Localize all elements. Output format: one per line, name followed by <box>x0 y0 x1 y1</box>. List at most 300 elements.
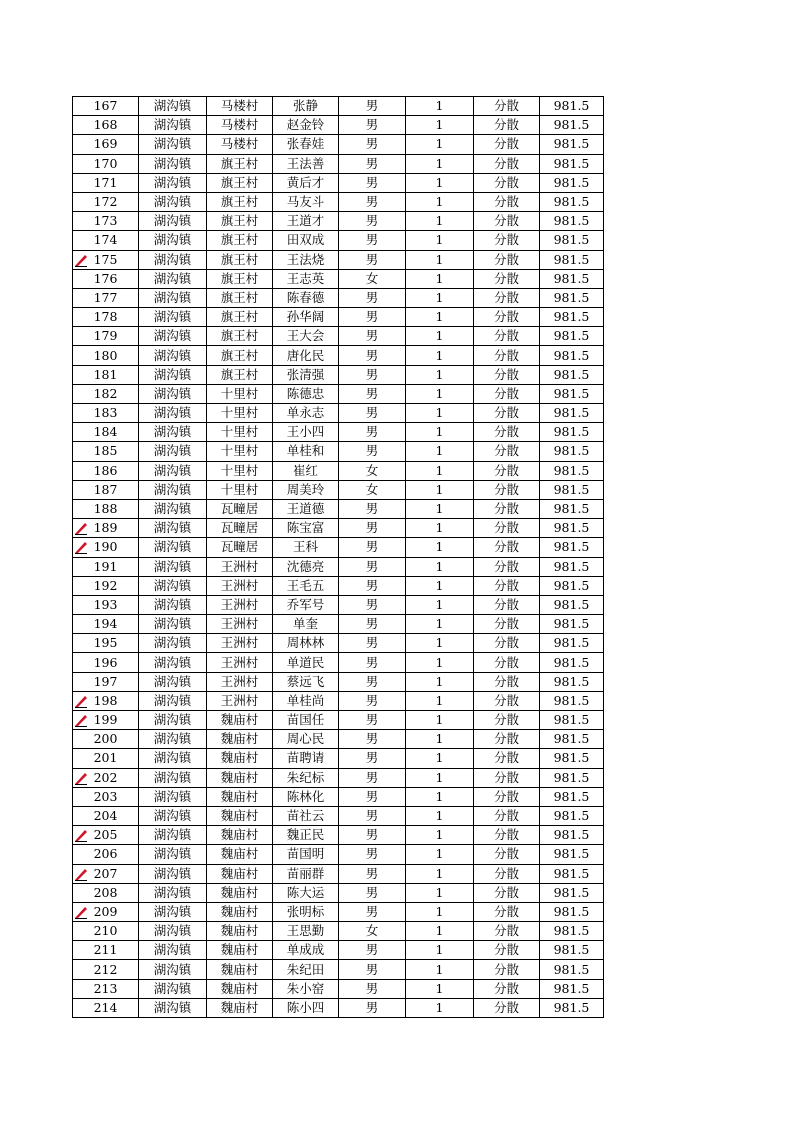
cell-name: 王科 <box>273 538 339 557</box>
cell-type: 分散 <box>474 653 540 672</box>
cell-count: 1 <box>406 711 474 730</box>
cell-type: 分散 <box>474 979 540 998</box>
cell-gender: 男 <box>339 135 406 154</box>
cell-town: 湖沟镇 <box>139 423 207 442</box>
table-row <box>73 768 604 787</box>
cell-no: 174 <box>73 231 139 250</box>
cell-count: 1 <box>406 461 474 480</box>
cell-name: 王志英 <box>273 269 339 288</box>
cell-no: 202 <box>73 768 139 787</box>
cell-name: 周美玲 <box>273 480 339 499</box>
cell-town: 湖沟镇 <box>139 576 207 595</box>
table-row <box>73 327 604 346</box>
cell-name: 魏正民 <box>273 826 339 845</box>
cell-village: 魏庙村 <box>207 960 273 979</box>
cell-no: 190 <box>73 538 139 557</box>
table-row <box>73 979 604 998</box>
table-row <box>73 538 604 557</box>
table-row <box>73 883 604 902</box>
cell-town: 湖沟镇 <box>139 192 207 211</box>
cell-name: 单桂尚 <box>273 691 339 710</box>
cell-village: 旗王村 <box>207 173 273 192</box>
cell-name: 单成成 <box>273 941 339 960</box>
cell-type: 分散 <box>474 480 540 499</box>
cell-name: 王小四 <box>273 423 339 442</box>
cell-town: 湖沟镇 <box>139 250 207 269</box>
cell-village: 旗王村 <box>207 231 273 250</box>
cell-village: 魏庙村 <box>207 864 273 883</box>
comment-marker-icon[interactable] <box>74 694 88 708</box>
cell-name: 陈小四 <box>273 998 339 1017</box>
cell-type: 分散 <box>474 806 540 825</box>
cell-type: 分散 <box>474 691 540 710</box>
cell-no: 210 <box>73 922 139 941</box>
cell-type: 分散 <box>474 711 540 730</box>
cell-type: 分散 <box>474 595 540 614</box>
cell-type: 分散 <box>474 154 540 173</box>
cell-amount: 981.5 <box>540 615 604 634</box>
cell-count: 1 <box>406 826 474 845</box>
cell-village: 魏庙村 <box>207 922 273 941</box>
comment-marker-icon[interactable] <box>74 905 88 919</box>
cell-no: 173 <box>73 212 139 231</box>
cell-amount: 981.5 <box>540 979 604 998</box>
cell-count: 1 <box>406 883 474 902</box>
cell-no: 188 <box>73 499 139 518</box>
cell-type: 分散 <box>474 288 540 307</box>
comment-marker-icon[interactable] <box>74 771 88 785</box>
cell-amount: 981.5 <box>540 806 604 825</box>
cell-name: 王毛五 <box>273 576 339 595</box>
cell-gender: 男 <box>339 711 406 730</box>
table-row <box>73 404 604 423</box>
cell-no: 191 <box>73 557 139 576</box>
cell-name: 王思勤 <box>273 922 339 941</box>
cell-count: 1 <box>406 979 474 998</box>
cell-name: 王道德 <box>273 499 339 518</box>
comment-marker-icon[interactable] <box>74 253 88 267</box>
cell-gender: 男 <box>339 883 406 902</box>
cell-name: 陈德忠 <box>273 384 339 403</box>
cell-no: 214 <box>73 998 139 1017</box>
cell-no: 170 <box>73 154 139 173</box>
cell-amount: 981.5 <box>540 576 604 595</box>
cell-no: 180 <box>73 346 139 365</box>
cell-type: 分散 <box>474 499 540 518</box>
cell-gender: 男 <box>339 384 406 403</box>
cell-village: 十里村 <box>207 423 273 442</box>
cell-gender: 男 <box>339 519 406 538</box>
cell-town: 湖沟镇 <box>139 461 207 480</box>
cell-gender: 男 <box>339 941 406 960</box>
cell-village: 王洲村 <box>207 615 273 634</box>
cell-town: 湖沟镇 <box>139 404 207 423</box>
cell-amount: 981.5 <box>540 902 604 921</box>
cell-amount: 981.5 <box>540 557 604 576</box>
cell-type: 分散 <box>474 576 540 595</box>
cell-count: 1 <box>406 634 474 653</box>
cell-name: 唐化民 <box>273 346 339 365</box>
cell-gender: 男 <box>339 998 406 1017</box>
cell-town: 湖沟镇 <box>139 864 207 883</box>
cell-name: 单永志 <box>273 404 339 423</box>
cell-amount: 981.5 <box>540 116 604 135</box>
cell-amount: 981.5 <box>540 384 604 403</box>
cell-village: 旗王村 <box>207 308 273 327</box>
cell-village: 魏庙村 <box>207 749 273 768</box>
cell-no: 179 <box>73 327 139 346</box>
cell-count: 1 <box>406 806 474 825</box>
cell-town: 湖沟镇 <box>139 116 207 135</box>
cell-town: 湖沟镇 <box>139 519 207 538</box>
cell-town: 湖沟镇 <box>139 730 207 749</box>
cell-town: 湖沟镇 <box>139 806 207 825</box>
cell-town: 湖沟镇 <box>139 883 207 902</box>
cell-count: 1 <box>406 423 474 442</box>
cell-village: 十里村 <box>207 384 273 403</box>
cell-type: 分散 <box>474 173 540 192</box>
cell-type: 分散 <box>474 634 540 653</box>
cell-gender: 男 <box>339 308 406 327</box>
cell-town: 湖沟镇 <box>139 960 207 979</box>
cell-town: 湖沟镇 <box>139 442 207 461</box>
cell-gender: 男 <box>339 615 406 634</box>
cell-no: 176 <box>73 269 139 288</box>
cell-amount: 981.5 <box>540 787 604 806</box>
cell-count: 1 <box>406 519 474 538</box>
comment-marker-icon[interactable] <box>74 867 88 881</box>
cell-type: 分散 <box>474 346 540 365</box>
cell-type: 分散 <box>474 423 540 442</box>
table-row <box>73 519 604 538</box>
table-row <box>73 423 604 442</box>
cell-no: 194 <box>73 615 139 634</box>
table-row <box>73 346 604 365</box>
cell-type: 分散 <box>474 97 540 116</box>
cell-gender: 女 <box>339 922 406 941</box>
comment-marker-icon[interactable] <box>74 828 88 842</box>
cell-gender: 男 <box>339 327 406 346</box>
cell-no: 199 <box>73 711 139 730</box>
cell-town: 湖沟镇 <box>139 634 207 653</box>
table-row <box>73 672 604 691</box>
cell-town: 湖沟镇 <box>139 768 207 787</box>
cell-village: 旗王村 <box>207 269 273 288</box>
cell-name: 苗丽群 <box>273 864 339 883</box>
cell-count: 1 <box>406 749 474 768</box>
cell-name: 王法善 <box>273 154 339 173</box>
cell-name: 马友斗 <box>273 192 339 211</box>
cell-no: 184 <box>73 423 139 442</box>
cell-gender: 男 <box>339 902 406 921</box>
cell-no: 193 <box>73 595 139 614</box>
cell-no: 182 <box>73 384 139 403</box>
comment-marker-icon[interactable] <box>74 521 88 535</box>
cell-amount: 981.5 <box>540 327 604 346</box>
cell-no: 189 <box>73 519 139 538</box>
cell-gender: 女 <box>339 461 406 480</box>
cell-type: 分散 <box>474 615 540 634</box>
cell-gender: 男 <box>339 538 406 557</box>
cell-town: 湖沟镇 <box>139 653 207 672</box>
cell-village: 王洲村 <box>207 595 273 614</box>
cell-name: 王道才 <box>273 212 339 231</box>
cell-gender: 男 <box>339 557 406 576</box>
comment-marker-icon[interactable] <box>74 713 88 727</box>
cell-name: 苗国明 <box>273 845 339 864</box>
cell-count: 1 <box>406 998 474 1017</box>
cell-village: 王洲村 <box>207 557 273 576</box>
cell-type: 分散 <box>474 116 540 135</box>
table-row <box>73 711 604 730</box>
cell-count: 1 <box>406 595 474 614</box>
cell-no: 207 <box>73 864 139 883</box>
cell-name: 陈大运 <box>273 883 339 902</box>
cell-gender: 男 <box>339 231 406 250</box>
cell-count: 1 <box>406 941 474 960</box>
table-row <box>73 864 604 883</box>
cell-no: 197 <box>73 672 139 691</box>
cell-type: 分散 <box>474 902 540 921</box>
cell-name: 苗聘请 <box>273 749 339 768</box>
cell-gender: 男 <box>339 97 406 116</box>
cell-no: 196 <box>73 653 139 672</box>
cell-town: 湖沟镇 <box>139 480 207 499</box>
cell-no: 206 <box>73 845 139 864</box>
cell-town: 湖沟镇 <box>139 672 207 691</box>
cell-gender: 男 <box>339 499 406 518</box>
cell-gender: 男 <box>339 979 406 998</box>
table-row <box>73 595 604 614</box>
cell-town: 湖沟镇 <box>139 365 207 384</box>
cell-count: 1 <box>406 384 474 403</box>
cell-village: 马楼村 <box>207 97 273 116</box>
cell-name: 田双成 <box>273 231 339 250</box>
cell-village: 魏庙村 <box>207 902 273 921</box>
cell-count: 1 <box>406 346 474 365</box>
cell-town: 湖沟镇 <box>139 231 207 250</box>
cell-gender: 男 <box>339 749 406 768</box>
cell-type: 分散 <box>474 922 540 941</box>
table-row <box>73 192 604 211</box>
cell-count: 1 <box>406 269 474 288</box>
cell-town: 湖沟镇 <box>139 97 207 116</box>
cell-gender: 男 <box>339 845 406 864</box>
cell-amount: 981.5 <box>540 960 604 979</box>
cell-gender: 男 <box>339 154 406 173</box>
cell-count: 1 <box>406 288 474 307</box>
cell-name: 单道民 <box>273 653 339 672</box>
cell-no: 169 <box>73 135 139 154</box>
cell-type: 分散 <box>474 384 540 403</box>
table-row <box>73 922 604 941</box>
cell-gender: 男 <box>339 672 406 691</box>
cell-no: 186 <box>73 461 139 480</box>
cell-type: 分散 <box>474 519 540 538</box>
cell-count: 1 <box>406 902 474 921</box>
cell-village: 十里村 <box>207 461 273 480</box>
cell-amount: 981.5 <box>540 404 604 423</box>
cell-count: 1 <box>406 231 474 250</box>
table-row <box>73 442 604 461</box>
cell-amount: 981.5 <box>540 442 604 461</box>
cell-count: 1 <box>406 672 474 691</box>
cell-gender: 男 <box>339 250 406 269</box>
cell-name: 周心民 <box>273 730 339 749</box>
cell-name: 王大会 <box>273 327 339 346</box>
table-row <box>73 97 604 116</box>
table-row <box>73 499 604 518</box>
cell-gender: 男 <box>339 404 406 423</box>
table-row <box>73 998 604 1017</box>
cell-count: 1 <box>406 691 474 710</box>
cell-town: 湖沟镇 <box>139 691 207 710</box>
table-row <box>73 173 604 192</box>
cell-amount: 981.5 <box>540 346 604 365</box>
cell-count: 1 <box>406 327 474 346</box>
cell-name: 陈春德 <box>273 288 339 307</box>
cell-village: 魏庙村 <box>207 787 273 806</box>
cell-amount: 981.5 <box>540 864 604 883</box>
cell-name: 单奎 <box>273 615 339 634</box>
cell-amount: 981.5 <box>540 423 604 442</box>
cell-amount: 981.5 <box>540 519 604 538</box>
cell-name: 苗国任 <box>273 711 339 730</box>
cell-count: 1 <box>406 250 474 269</box>
table-row <box>73 576 604 595</box>
cell-type: 分散 <box>474 826 540 845</box>
cell-name: 孙华阔 <box>273 308 339 327</box>
cell-gender: 男 <box>339 960 406 979</box>
cell-town: 湖沟镇 <box>139 154 207 173</box>
cell-count: 1 <box>406 845 474 864</box>
cell-town: 湖沟镇 <box>139 787 207 806</box>
table-row <box>73 749 604 768</box>
cell-type: 分散 <box>474 461 540 480</box>
cell-village: 瓦疃居 <box>207 519 273 538</box>
cell-name: 周林林 <box>273 634 339 653</box>
cell-type: 分散 <box>474 365 540 384</box>
table-row <box>73 730 604 749</box>
cell-no: 201 <box>73 749 139 768</box>
cell-village: 旗王村 <box>207 212 273 231</box>
cell-town: 湖沟镇 <box>139 212 207 231</box>
cell-no: 177 <box>73 288 139 307</box>
cell-amount: 981.5 <box>540 922 604 941</box>
cell-gender: 男 <box>339 864 406 883</box>
cell-no: 200 <box>73 730 139 749</box>
cell-gender: 男 <box>339 365 406 384</box>
cell-no: 195 <box>73 634 139 653</box>
cell-name: 蔡远飞 <box>273 672 339 691</box>
cell-amount: 981.5 <box>540 499 604 518</box>
cell-amount: 981.5 <box>540 173 604 192</box>
cell-count: 1 <box>406 499 474 518</box>
cell-type: 分散 <box>474 768 540 787</box>
cell-amount: 981.5 <box>540 711 604 730</box>
cell-amount: 981.5 <box>540 461 604 480</box>
table-row <box>73 480 604 499</box>
cell-amount: 981.5 <box>540 749 604 768</box>
cell-name: 朱纪田 <box>273 960 339 979</box>
cell-count: 1 <box>406 653 474 672</box>
cell-village: 旗王村 <box>207 192 273 211</box>
cell-no: 192 <box>73 576 139 595</box>
cell-count: 1 <box>406 212 474 231</box>
table-row <box>73 941 604 960</box>
cell-town: 湖沟镇 <box>139 826 207 845</box>
table-row <box>73 231 604 250</box>
cell-no: 213 <box>73 979 139 998</box>
cell-village: 王洲村 <box>207 672 273 691</box>
cell-gender: 男 <box>339 192 406 211</box>
table-row <box>73 557 604 576</box>
cell-no: 205 <box>73 826 139 845</box>
cell-amount: 981.5 <box>540 212 604 231</box>
cell-village: 王洲村 <box>207 634 273 653</box>
cell-amount: 981.5 <box>540 538 604 557</box>
cell-gender: 男 <box>339 826 406 845</box>
cell-village: 旗王村 <box>207 365 273 384</box>
cell-gender: 女 <box>339 480 406 499</box>
cell-no: 208 <box>73 883 139 902</box>
cell-count: 1 <box>406 97 474 116</box>
cell-no: 211 <box>73 941 139 960</box>
cell-type: 分散 <box>474 941 540 960</box>
cell-count: 1 <box>406 864 474 883</box>
cell-count: 1 <box>406 480 474 499</box>
cell-village: 魏庙村 <box>207 826 273 845</box>
cell-type: 分散 <box>474 327 540 346</box>
cell-town: 湖沟镇 <box>139 711 207 730</box>
table-row <box>73 269 604 288</box>
cell-name: 朱纪标 <box>273 768 339 787</box>
cell-village: 魏庙村 <box>207 883 273 902</box>
table-row <box>73 634 604 653</box>
cell-village: 马楼村 <box>207 135 273 154</box>
cell-type: 分散 <box>474 250 540 269</box>
cell-name: 王法烧 <box>273 250 339 269</box>
cell-type: 分散 <box>474 135 540 154</box>
cell-town: 湖沟镇 <box>139 135 207 154</box>
comment-marker-icon[interactable] <box>74 540 88 554</box>
cell-town: 湖沟镇 <box>139 327 207 346</box>
cell-no: 168 <box>73 116 139 135</box>
cell-town: 湖沟镇 <box>139 308 207 327</box>
cell-no: 204 <box>73 806 139 825</box>
cell-village: 魏庙村 <box>207 998 273 1017</box>
cell-gender: 男 <box>339 595 406 614</box>
cell-village: 魏庙村 <box>207 845 273 864</box>
cell-type: 分散 <box>474 672 540 691</box>
cell-name: 崔红 <box>273 461 339 480</box>
table-row <box>73 787 604 806</box>
cell-village: 十里村 <box>207 404 273 423</box>
cell-no: 212 <box>73 960 139 979</box>
cell-name: 张静 <box>273 97 339 116</box>
cell-type: 分散 <box>474 749 540 768</box>
cell-type: 分散 <box>474 231 540 250</box>
table-row <box>73 135 604 154</box>
cell-amount: 981.5 <box>540 595 604 614</box>
cell-name: 张明标 <box>273 902 339 921</box>
table-row <box>73 615 604 634</box>
cell-village: 十里村 <box>207 442 273 461</box>
table-row <box>73 154 604 173</box>
data-table <box>72 96 604 1018</box>
cell-name: 乔军号 <box>273 595 339 614</box>
cell-type: 分散 <box>474 442 540 461</box>
